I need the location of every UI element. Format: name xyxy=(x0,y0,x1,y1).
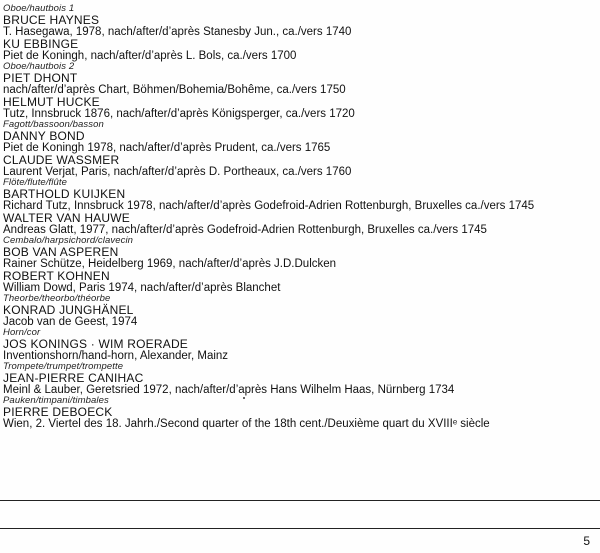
musician-entry xyxy=(3,130,595,154)
instrument-section xyxy=(3,328,595,362)
footer-rule-top xyxy=(0,500,600,501)
musician-name: ROBERT KOHNEN xyxy=(3,269,110,283)
musician-name: KU EBBINGE xyxy=(3,37,79,51)
instrument-role-heading: Oboe/hautbois 1 xyxy=(3,3,75,14)
musician-entry xyxy=(3,304,595,328)
instrument-description: Wien, 2. Viertel des 18. Jahrh./Second quarter of the 18th cent./Deuxième quart du XVIIIᵉ siècle xyxy=(3,418,490,430)
instrument-description: Tutz, Innsbruck 1876, nach/after/d’après Königsperger, ca./vers 1720 xyxy=(3,108,355,120)
musician-name: DANNY BOND xyxy=(3,129,85,143)
instrument-description: William Dowd, Paris 1974, nach/after/d’après Blanchet xyxy=(3,282,281,294)
instrument-description: Jacob van de Geest, 1974 xyxy=(3,316,138,328)
musician-credits-list xyxy=(3,4,595,430)
instrument-description: Laurent Verjat, Paris, nach/after/d’après D. Portheaux, ca./vers 1760 xyxy=(3,166,352,178)
instrument-section xyxy=(3,362,595,396)
instrument-section xyxy=(3,120,595,178)
musician-entry xyxy=(3,246,595,270)
instrument-description: Piet de Koningh, nach/after/d’après L. Bols, ca./vers 1700 xyxy=(3,50,297,62)
instrument-section xyxy=(3,396,595,430)
musician-name: JEAN-PIERRE CANIHAC xyxy=(3,371,144,385)
print-speck xyxy=(243,397,245,399)
instrument-description: Inventionshorn/hand-horn, Alexander, Mainz xyxy=(3,350,229,362)
instrument-section xyxy=(3,178,595,236)
instrument-role-heading: Pauken/timpani/timbales xyxy=(3,395,109,406)
musician-entry xyxy=(3,212,595,236)
instrument-section xyxy=(3,294,595,328)
instrument-description: Meinl & Lauber, Geretsried 1972, nach/after/d’après Hans Wilhelm Haas, Nürnberg 1734 xyxy=(3,384,455,396)
instrument-description: Andreas Glatt, 1977, nach/after/d’après Godefroid-Adrien Rottenburgh, Bruxelles ca./vers 1745 xyxy=(3,224,487,236)
musician-name: PIERRE DEBOECK xyxy=(3,405,113,419)
musician-name: PIET DHONT xyxy=(3,71,78,85)
musician-entry xyxy=(3,188,595,212)
instrument-section xyxy=(3,62,595,120)
instrument-role-heading: Theorbe/theorbo/théorbe xyxy=(3,293,111,304)
instrument-role-heading: Oboe/hautbois 2 xyxy=(3,61,75,72)
instrument-section xyxy=(3,4,595,62)
instrument-description: Richard Tutz, Innsbruck 1978, nach/after/d’après Godefroid-Adrien Rottenburgh, Bruxelles ca./vers 1745 xyxy=(3,200,535,212)
instrument-description: nach/after/d’après Chart, Böhmen/Bohemia/Bohême, ca./vers 1750 xyxy=(3,84,346,96)
musician-entry xyxy=(3,72,595,96)
musician-entry xyxy=(3,338,595,362)
musician-entry xyxy=(3,38,595,62)
musician-name: BOB VAN ASPEREN xyxy=(3,245,119,259)
musician-entry xyxy=(3,406,595,430)
musician-entry xyxy=(3,14,595,38)
musician-name: KONRAD JUNGHÄNEL xyxy=(3,303,134,317)
instrument-role-heading: Horn/cor xyxy=(3,327,41,338)
instrument-description: T. Hasegawa, 1978, nach/after/d’après Stanesby Jun., ca./vers 1740 xyxy=(3,26,352,38)
musician-entry xyxy=(3,372,595,396)
instrument-section xyxy=(3,236,595,294)
page-number: 5 xyxy=(583,534,590,548)
instrument-description: Rainer Schütze, Heidelberg 1969, nach/after/d’après J.D.Dulcken xyxy=(3,258,337,270)
instrument-role-heading: Flöte/flute/flûte xyxy=(3,177,68,188)
musician-name: HELMUT HUCKE xyxy=(3,95,100,109)
musician-entry xyxy=(3,154,595,178)
footer-rule-bottom xyxy=(0,528,600,529)
musician-entry xyxy=(3,96,595,120)
instrument-description: Piet de Koningh 1978, nach/after/d’après Prudent, ca./vers 1765 xyxy=(3,142,331,154)
musician-name: BRUCE HAYNES xyxy=(3,13,100,27)
instrument-role-heading: Cembalo/harpsichord/clavecin xyxy=(3,235,134,246)
musician-name: CLAUDE WASSMER xyxy=(3,153,120,167)
instrument-role-heading: Trompete/trumpet/trompette xyxy=(3,361,124,372)
musician-name: WALTER VAN HAUWE xyxy=(3,211,130,225)
instrument-role-heading: Fagott/bassoon/basson xyxy=(3,119,104,130)
musician-entry xyxy=(3,270,595,294)
musician-name: BARTHOLD KUIJKEN xyxy=(3,187,126,201)
musician-name: JOS KONINGS · WIM ROERADE xyxy=(3,337,189,351)
